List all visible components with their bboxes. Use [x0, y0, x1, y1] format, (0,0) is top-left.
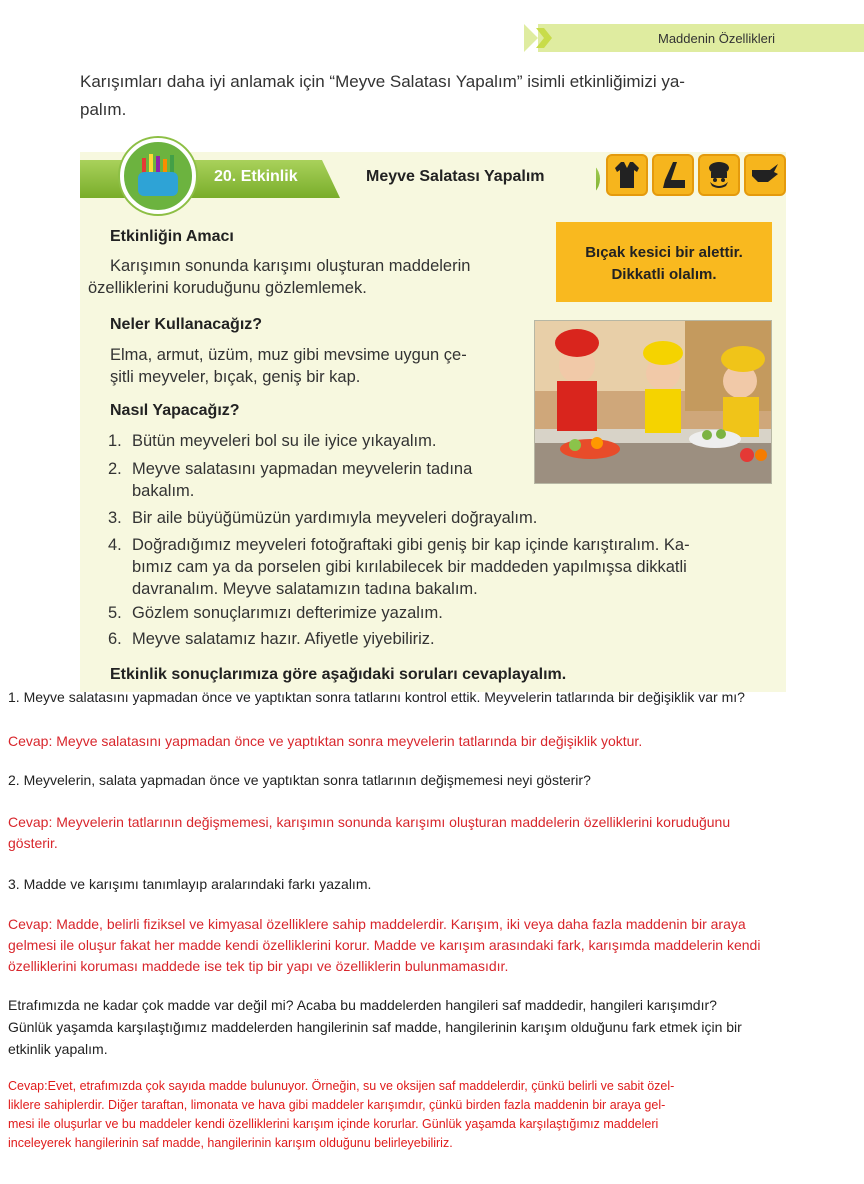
section-header: [524, 24, 864, 52]
warning-box: [556, 222, 772, 302]
intro-line-2: palım.: [80, 100, 127, 119]
question-3: 3. Madde ve karışımı tanımlayıp aralarındaki farkı yazalım.: [8, 876, 372, 892]
final-answer-line-3: mesi ile oluşurlar ve bu maddeler kendi özelliklerini karışım içinde korurlar. Günlük yaşamda karşılaştığımız maddeleri: [8, 1117, 659, 1131]
purpose-line-1: Karışımın sonunda karışımı oluşturan maddelerin: [110, 257, 471, 275]
intro-text: [80, 68, 800, 124]
intro-line-1: Karışımları daha iyi anlamak için “Meyve Salatası Yapalım” isimli etkinliğimizi ya-: [80, 72, 685, 91]
chevron-right-icon: [536, 28, 552, 48]
apron-icon: [606, 154, 648, 196]
materials-line-1: Elma, armut, üzüm, muz gibi mevsime uygun çe-: [110, 346, 467, 364]
activity-number: 20. Etkinlik: [214, 168, 298, 185]
pencils-icon: [140, 154, 176, 174]
paragraph-line-1: Etrafımızda ne kadar çok madde var değil mi? Acaba bu maddelerden hangileri saf maddedir, hangileri karışımdır?: [8, 997, 717, 1013]
answer-1: Cevap: Meyve salatasını yapmadan önce ve yaptıktan sonra meyvelerin tatlarında bir değişiklik yoktur.: [8, 733, 643, 749]
final-answer-line-2: liklere sahiplerdir. Diğer taraftan, limonata ve hava gibi maddeler karışımdır, çünkü birden fazla maddenin bir araya gel-: [8, 1098, 666, 1112]
paragraph-line-2: Günlük yaşamda karşılaştığımız maddelerden hangilerinin saf madde, hangilerinin karışım olduğunu fark etmek için bir: [8, 1019, 742, 1035]
hand-cut-icon: [744, 154, 786, 196]
safety-icons: [606, 154, 786, 196]
purpose-heading: Etkinliğin Amacı: [110, 228, 234, 245]
answer-3-line-1: Cevap: Madde, belirli fiziksel ve kimyasal özelliklere sahip maddelerdir. Karışım, iki veya daha fazla maddenin bir araya: [8, 916, 746, 932]
final-answer-line-4: inceleyerek hangilerinin saf madde, hangilerinin karışım olduğunu belirleyebiliriz.: [8, 1136, 453, 1150]
materials-line-2: şitli meyveler, bıçak, geniş bir kap.: [110, 368, 361, 386]
section-title: Maddenin Özellikleri: [658, 31, 776, 46]
paragraph-line-3: etkinlik yapalım.: [8, 1041, 108, 1057]
question-1: 1. Meyve salatasını yapmadan önce ve yaptıktan sonra tatlarını kontrol ettik. Meyvelerin tatlarında bir değişiklik var mı?: [8, 689, 745, 705]
how-heading: Nasıl Yapacağız?: [110, 402, 240, 419]
bag-shape: [138, 172, 178, 196]
children-cooking-photo: [534, 320, 772, 484]
answer-2-line-1: Cevap: Meyvelerin tatlarının değişmemesi, karışımın sonunda karışımı oluşturan maddelerin özelliklerini koruduğunu: [8, 814, 731, 830]
results-heading: Etkinlik sonuçlarımıza göre aşağıdaki soruları cevaplayalım.: [110, 666, 567, 683]
final-answer-line-1: Cevap:Evet, etrafımızda çok sayıda madde bulunuyor. Örneğin, su ve oksijen saf maddelerdir, çünkü belirli ve sabit özel-: [8, 1079, 675, 1093]
materials-heading: Neler Kullanacağız?: [110, 316, 263, 333]
question-2: 2. Meyvelerin, salata yapmadan önce ve yaptıktan sonra tatlarının değişmemesi neyi gösterir?: [8, 772, 591, 788]
warning-line-2: Dikkatli olalım.: [611, 266, 717, 283]
school-bag-icon: [120, 138, 196, 214]
chef-hat-icon: [698, 154, 740, 196]
knife-icon: [652, 154, 694, 196]
answer-2-line-2: gösterir.: [8, 835, 58, 851]
activity-title: Meyve Salatası Yapalım: [366, 168, 545, 185]
answer-3-line-3: özelliklerini koruması maddede ise tek tip bir yapı ve özelliklerin bulunmamasıdır.: [8, 958, 509, 974]
purpose-line-2: özelliklerini koruduğunu gözlemlemek.: [88, 279, 367, 297]
answer-3-line-2: gelmesi ile oluşur fakat her madde kendi özelliklerini korur. Madde ve karışım arasındaki fark, karışımda maddelerin kendi: [8, 937, 761, 953]
warning-line-1: Bıçak kesici bir alettir.: [585, 244, 743, 261]
